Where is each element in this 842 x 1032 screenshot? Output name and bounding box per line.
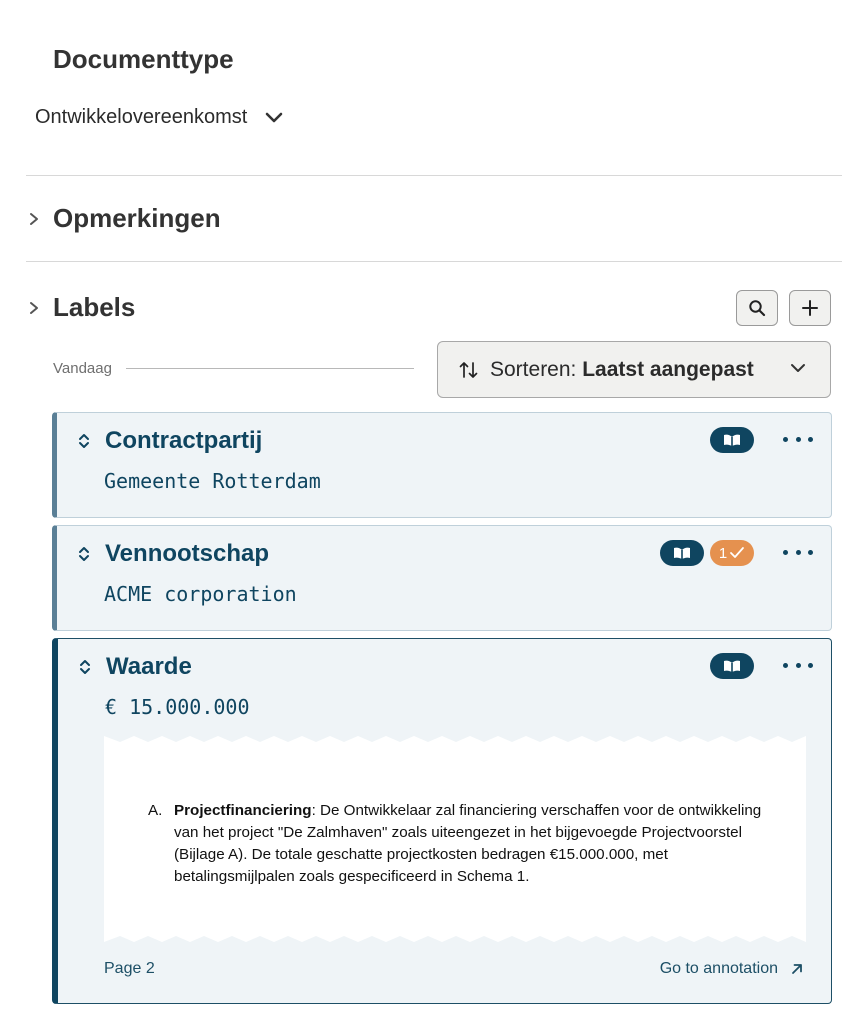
document-type-select[interactable] — [35, 106, 283, 129]
sort-value: Laatst aangepast — [582, 357, 754, 381]
search-icon — [748, 299, 766, 317]
torn-edge-top — [104, 730, 806, 744]
excerpt-paragraph — [148, 800, 788, 888]
chevron-right-icon — [26, 211, 42, 227]
book-icon — [722, 433, 742, 447]
excerpt-bold-term: Projectfinanciering — [174, 802, 312, 819]
page-number: Page 2 — [104, 960, 155, 977]
search-labels-button[interactable] — [736, 290, 778, 326]
date-group-label: Vandaag — [53, 360, 112, 377]
document-type-value: Ontwikkelovereenkomst — [35, 106, 248, 128]
label-card-contractpartij[interactable] — [52, 412, 832, 518]
card-expand-toggle[interactable] — [77, 540, 269, 568]
label-value: ACME corporation — [104, 582, 297, 606]
go-to-annotation-link[interactable] — [660, 960, 804, 978]
divider — [126, 368, 414, 369]
comments-section-toggle[interactable] — [26, 203, 221, 234]
label-value: Gemeente Rotterdam — [104, 469, 321, 493]
expand-collapse-icon — [77, 545, 91, 563]
plus-icon — [801, 299, 819, 317]
sort-arrows-icon — [458, 360, 480, 380]
document-excerpt — [104, 730, 806, 948]
label-name: Contractpartij — [105, 427, 263, 454]
check-icon — [729, 546, 745, 560]
arrow-up-right-icon — [790, 962, 804, 976]
card-expand-toggle[interactable] — [78, 653, 192, 681]
more-options-icon[interactable] — [783, 655, 813, 675]
list-marker: A. — [148, 802, 163, 819]
sort-prefix: Sorteren: — [490, 357, 577, 381]
excerpt-text: : De Ontwikkelaar zal financiering verschaffen voor de ontwikkeling van het project "De Zalmhaven" zoals uiteengezet in het bijgevoegde Projectvoorstel (Bijlage A). De totale geschatte projectkosten bedragen €15.000.000, met betalingsmijlpalen zoals gespecificeerd in Schema 1. — [174, 802, 762, 885]
excerpt-body — [174, 800, 788, 888]
ai-source-badge[interactable] — [660, 540, 704, 566]
labels-section-toggle[interactable] — [26, 292, 135, 323]
document-type-title: Documenttype — [53, 44, 234, 74]
chevron-down-icon — [265, 112, 283, 124]
label-card-vennootschap[interactable] — [52, 525, 832, 631]
torn-edge-bottom — [104, 934, 806, 948]
chevron-right-icon — [26, 300, 42, 316]
add-label-button[interactable] — [789, 290, 831, 326]
label-name: Vennootschap — [105, 540, 270, 567]
card-expand-toggle[interactable] — [77, 427, 262, 455]
more-options-icon[interactable] — [783, 429, 813, 449]
verification-badge[interactable] — [710, 540, 754, 566]
labels-section-title: Labels — [53, 292, 136, 322]
verification-count: 1 — [718, 544, 728, 562]
book-icon — [722, 659, 742, 673]
label-value: € 15.000.000 — [105, 695, 250, 719]
go-to-annotation-label: Go to annotation — [659, 960, 778, 977]
comments-section-title: Opmerkingen — [53, 203, 221, 233]
chevron-down-icon — [790, 362, 806, 374]
expand-collapse-icon — [77, 432, 91, 450]
sort-label — [490, 358, 754, 382]
divider — [26, 175, 842, 176]
expand-collapse-icon — [78, 658, 92, 676]
divider — [26, 261, 842, 262]
date-group-header — [53, 360, 414, 377]
ai-source-badge[interactable] — [710, 653, 754, 679]
book-icon — [672, 546, 692, 560]
more-options-icon[interactable] — [783, 542, 813, 562]
sort-dropdown[interactable] — [437, 341, 831, 398]
ai-source-badge[interactable] — [710, 427, 754, 453]
label-name: Waarde — [106, 653, 192, 680]
